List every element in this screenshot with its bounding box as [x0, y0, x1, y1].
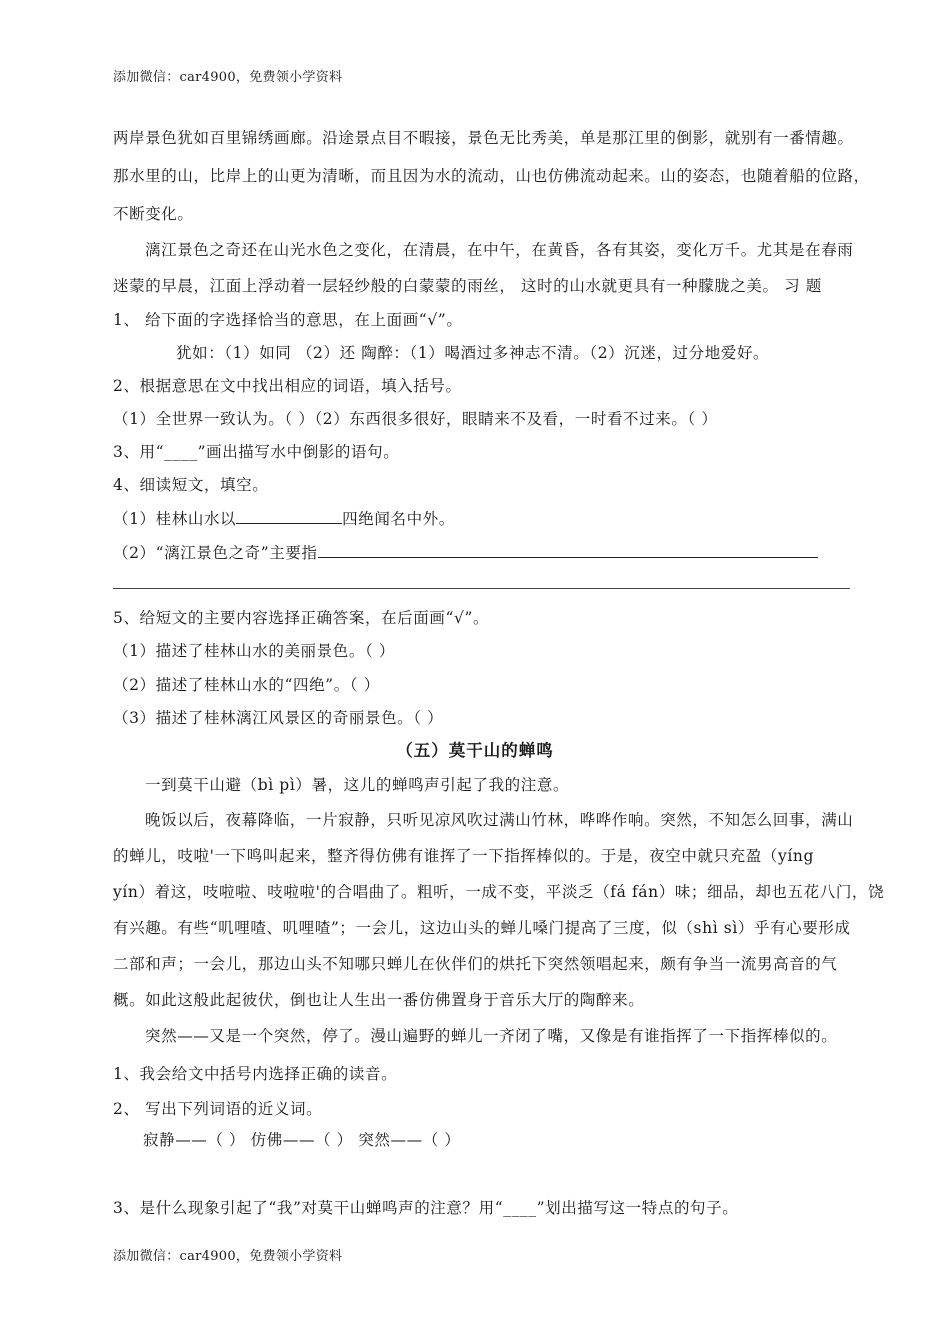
ex4-q2-items: （1）全世界一致认为。（ ）（2）东西很多很好，眼睛来不及看，一时看不过来。（ ） — [113, 410, 718, 428]
ex4-q4-b — [113, 541, 818, 563]
ex4-q5: 5、给短文的主要内容选择正确答案，在后面画“√”。 — [113, 609, 490, 627]
ex5-q3: 3、是什么现象引起了“我”对莫干山蝉鸣声的注意？用“____”划出描写这一特点的句子。 — [113, 1199, 739, 1217]
page-header: 添加微信：car4900，免费领小学资料 — [113, 70, 343, 85]
passage5-line-7: 概。如此这般此起彼伏，倒也让人生出一番仿佛置身于音乐大厅的陶醉来。 — [113, 991, 645, 1009]
answer-line[interactable] — [113, 588, 850, 589]
passage5-line-2: 晚饭以后，夜幕降临，一片寂静，只听见凉风吹过满山竹林，哗哗作响。突然，不知怎么回事，满山 — [145, 811, 854, 829]
passage4-line-5: 迷蒙的早晨，江面上浮动着一层轻纱般的白蒙蒙的雨丝， 这时的山水就更具有一种朦胧之美。 习 题 — [113, 277, 822, 295]
passage5-line-5: 有兴趣。有些“叽哩喳、叽哩喳”；一会儿，这边山头的蝉儿嗓门提高了三度，似（shì sì）乎有心要形成 — [113, 919, 851, 937]
page-footer: 添加微信：car4900，免费领小学资料 — [113, 1249, 343, 1264]
ex4-q5-option-3: （3）描述了桂林漓江风景区的奇丽景色。（ ） — [113, 709, 444, 727]
ex5-q2-items: 寂静——（ ） 仿佛——（ ） 突然——（ ） — [143, 1131, 461, 1149]
ex4-q1: 1、 给下面的字选择恰当的意思，在上面画“√”。 — [113, 311, 463, 329]
passage4-line-1: 两岸景色犹如百里锦绣画廊。沿途景点目不暇接，景色无比秀美，单是那江里的倒影，就别有一番情趣。 — [113, 129, 854, 147]
ex4-q4-b-prefix: （2）“漓江景色之奇”主要指 — [113, 544, 318, 562]
passage4-line-2: 那水里的山，比岸上的山更为清晰，而且因为水的流动，山也仿佛流动起来。山的姿态，也随着船的位路， — [113, 167, 870, 185]
ex4-q2: 2、根据意思在文中找出相应的词语，填入括号。 — [113, 377, 462, 395]
passage4-line-3: 不断变化。 — [113, 205, 194, 223]
passage5-line-4: yín）着这，吱啦啦、吱啦啦'的合唱曲了。粗听，一成不变，平淡乏（fá fán）味；细品，却也五花八门，饶 — [113, 883, 885, 901]
ex4-q3: 3、用“____”画出描写水中倒影的语句。 — [113, 443, 400, 461]
ex5-q2: 2、 写出下列词语的近义词。 — [113, 1100, 323, 1118]
passage4-line-4: 漓江景色之奇还在山光水色之变化，在清晨，在中午，在黄昏，各有其姿，变化万千。尤其是在春雨 — [145, 241, 854, 259]
ex4-q1-options: 犹如：（1）如同 （2）还 陶醉：（1）喝酒过多神志不清。（2）沉迷，过分地爱好。 — [176, 344, 770, 362]
ex4-q5-option-2: （2）描述了桂林山水的“四绝”。（ ） — [113, 676, 380, 694]
passage5-line-3: 的蝉儿，吱啦'一下鸣叫起来，整齐得仿佛有谁挥了一下指挥棒似的。于是，夜空中就只充盈（yíng — [113, 847, 814, 865]
ex4-q4: 4、细读短文，填空。 — [113, 476, 269, 494]
passage5-line-6: 二部和声；一会儿，那边山头不知哪只蝉儿在伙伴们的烘托下突然领唱起来，颇有争当一流男高音的气 — [113, 955, 838, 973]
passage5-line-1: 一到莫干山避（bì pì）暑，这儿的蝉鸣声引起了我的注意。 — [145, 776, 570, 794]
ex5-q1: 1、我会给文中括号内选择正确的读音。 — [113, 1065, 398, 1083]
passage5-line-8: 突然——又是一个突然，停了。漫山遍野的蝉儿一齐闭了嘴，又像是有谁指挥了一下指挥棒似的。 — [145, 1027, 838, 1045]
section-title: （五）莫干山的蝉鸣 — [396, 741, 554, 760]
ex4-q4-a — [113, 507, 455, 529]
ex4-q4-a-suffix: 四绝闻名中外。 — [342, 510, 455, 528]
ex4-q5-option-1: （1）描述了桂林山水的美丽景色。（ ） — [113, 642, 395, 660]
fill-blank-2[interactable] — [318, 543, 818, 558]
fill-blank-1[interactable] — [236, 509, 342, 524]
ex4-q4-a-prefix: （1）桂林山水以 — [113, 510, 237, 528]
